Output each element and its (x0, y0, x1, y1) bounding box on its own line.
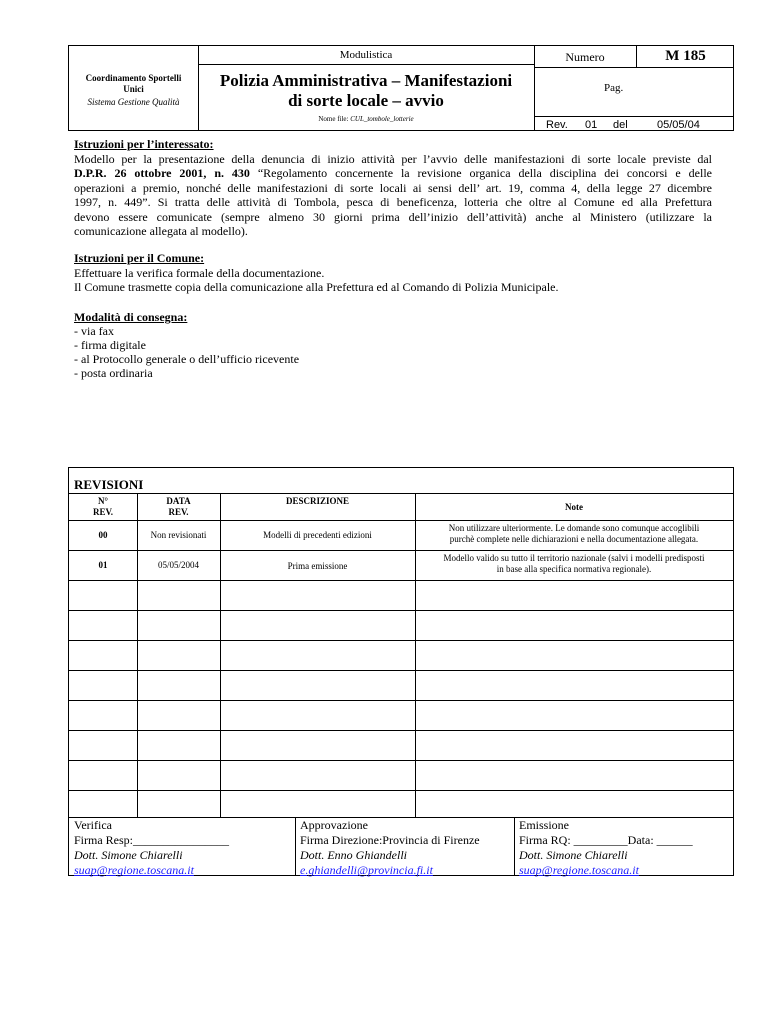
table-cell-n: 00 (98, 530, 108, 540)
paragraph-line: D.P.R. 26 ottobre 2001, n. 430 “Regolamento concernente la revisione organica della disciplina dei concorsi e delle (74, 166, 712, 180)
list-item: - firma digitale (74, 338, 146, 352)
paragraph-line: comunicazione allegata al modello). (74, 224, 248, 238)
istruzioni-comune-section (74, 251, 712, 295)
legal-reference: D.P.R. 26 ottobre 2001, n. 430 (74, 166, 250, 180)
paragraph-line: 1997, n. 449”. Si tratta delle attività di Tombola, pesca di beneficenza, lotteria che oltre al Comune ed alla Prefettura (74, 195, 712, 209)
page-label: Pag. (604, 82, 624, 94)
approvazione-block (300, 818, 512, 878)
revisions-table (68, 467, 734, 876)
consegna-heading: Modalità di consegna: (74, 310, 188, 324)
table-cell-data: Non revisionati (150, 530, 207, 540)
column-header-data-rev: DATA REV. (166, 496, 191, 517)
istruzioni-comune-heading: Istruzioni per il Comune: (74, 251, 205, 265)
paragraph-line: operazioni a premio, nonché delle manifestazioni di sorte locali ai sensi dell’ art. 19, comma 4, della legge 27 dicembre (74, 180, 712, 195)
approvazione-signature-line: Firma Direzione:Provincia di Firenze (300, 833, 480, 847)
paragraph-line: Effettuare la verifica formale della documentazione. (74, 265, 325, 280)
file-name: Nome file: CUL_tombole_lotterie (318, 115, 414, 123)
column-header-descrizione: DESCRIZIONE (285, 496, 350, 506)
document-title: Polizia Amministrativa – Manifestazioni di sorte locale – avvio (219, 71, 513, 110)
approvazione-label: Approvazione (300, 818, 368, 832)
revisions-title: REVISIONI (74, 477, 144, 492)
table-cell-note: Modello valido su tutto il territorio nazionale (salvi i modelli predisposti in base alla specifica normativa regionale). (443, 553, 705, 574)
table-cell-n: 01 (98, 560, 108, 570)
numero-label: Numero (565, 50, 605, 64)
istruzioni-interessato-section (74, 137, 712, 239)
consegna-section (74, 310, 712, 380)
column-header-note: Note (565, 502, 583, 512)
form-code: M 185 (665, 48, 706, 64)
organization-subtitle: Sistema Gestione Qualità (87, 97, 180, 107)
approvazione-name: Dott. Enno Ghiandelli (300, 848, 407, 862)
emissione-signature-line: Firma RQ: _________Data: ______ (519, 833, 693, 847)
modulistica-label: Modulistica (339, 49, 393, 61)
document-header (68, 45, 734, 131)
table-cell-desc: Modelli di precedenti edizioni (263, 530, 372, 540)
table-cell-data: 05/05/2004 (157, 560, 199, 570)
revision-del-label: del (613, 119, 628, 131)
verifica-name: Dott. Simone Chiarelli (74, 848, 183, 862)
table-cell-desc: Prima emissione (287, 561, 348, 571)
revision-number: 01 (585, 119, 598, 131)
emissione-email-link[interactable]: suap@regione.toscana.it (519, 863, 639, 877)
paragraph-line: Il Comune trasmette copia della comunicazione alla Prefettura ed al Comando di Polizia Municipale. (74, 280, 559, 294)
istruzioni-interessato-heading: Istruzioni per l’interessato: (74, 137, 214, 151)
revision-label: Rev. (546, 119, 568, 131)
list-item: - posta ordinaria (74, 366, 153, 380)
table-cell-note: Non utilizzare ulteriormente. Le domande sono comunque accoglibili purchè complete nelle dichiarazioni e nella documentazione allegata. (448, 523, 700, 544)
verifica-block (74, 818, 292, 878)
emissione-label: Emissione (519, 818, 569, 832)
verifica-email-link[interactable]: suap@regione.toscana.it (74, 863, 194, 877)
paragraph-line: Modello per la presentazione della denuncia di inizio attività per l’avvio delle manifestazioni di sorte locale previste dal (74, 151, 712, 166)
paragraph-line: devono essere comunicate (sempre almeno 30 giorni prima dell’inizio dell’attività) anche al Ministero (utilizzare la (74, 209, 712, 224)
emissione-name: Dott. Simone Chiarelli (519, 848, 628, 862)
approvazione-email-link[interactable]: e.ghiandelli@provincia.fi.it (300, 863, 433, 877)
organization-name: Coordinamento Sportelli Unici (85, 73, 182, 94)
verifica-label: Verifica (74, 818, 112, 832)
verifica-signature-line: Firma Resp:________________ (74, 833, 229, 847)
list-item: - via fax (74, 324, 114, 338)
column-header-n-rev: N° REV. (92, 496, 114, 517)
list-item: - al Protocollo generale o dell’ufficio ricevente (74, 352, 300, 366)
emissione-block (519, 818, 731, 878)
revision-date: 05/05/04 (657, 119, 700, 131)
